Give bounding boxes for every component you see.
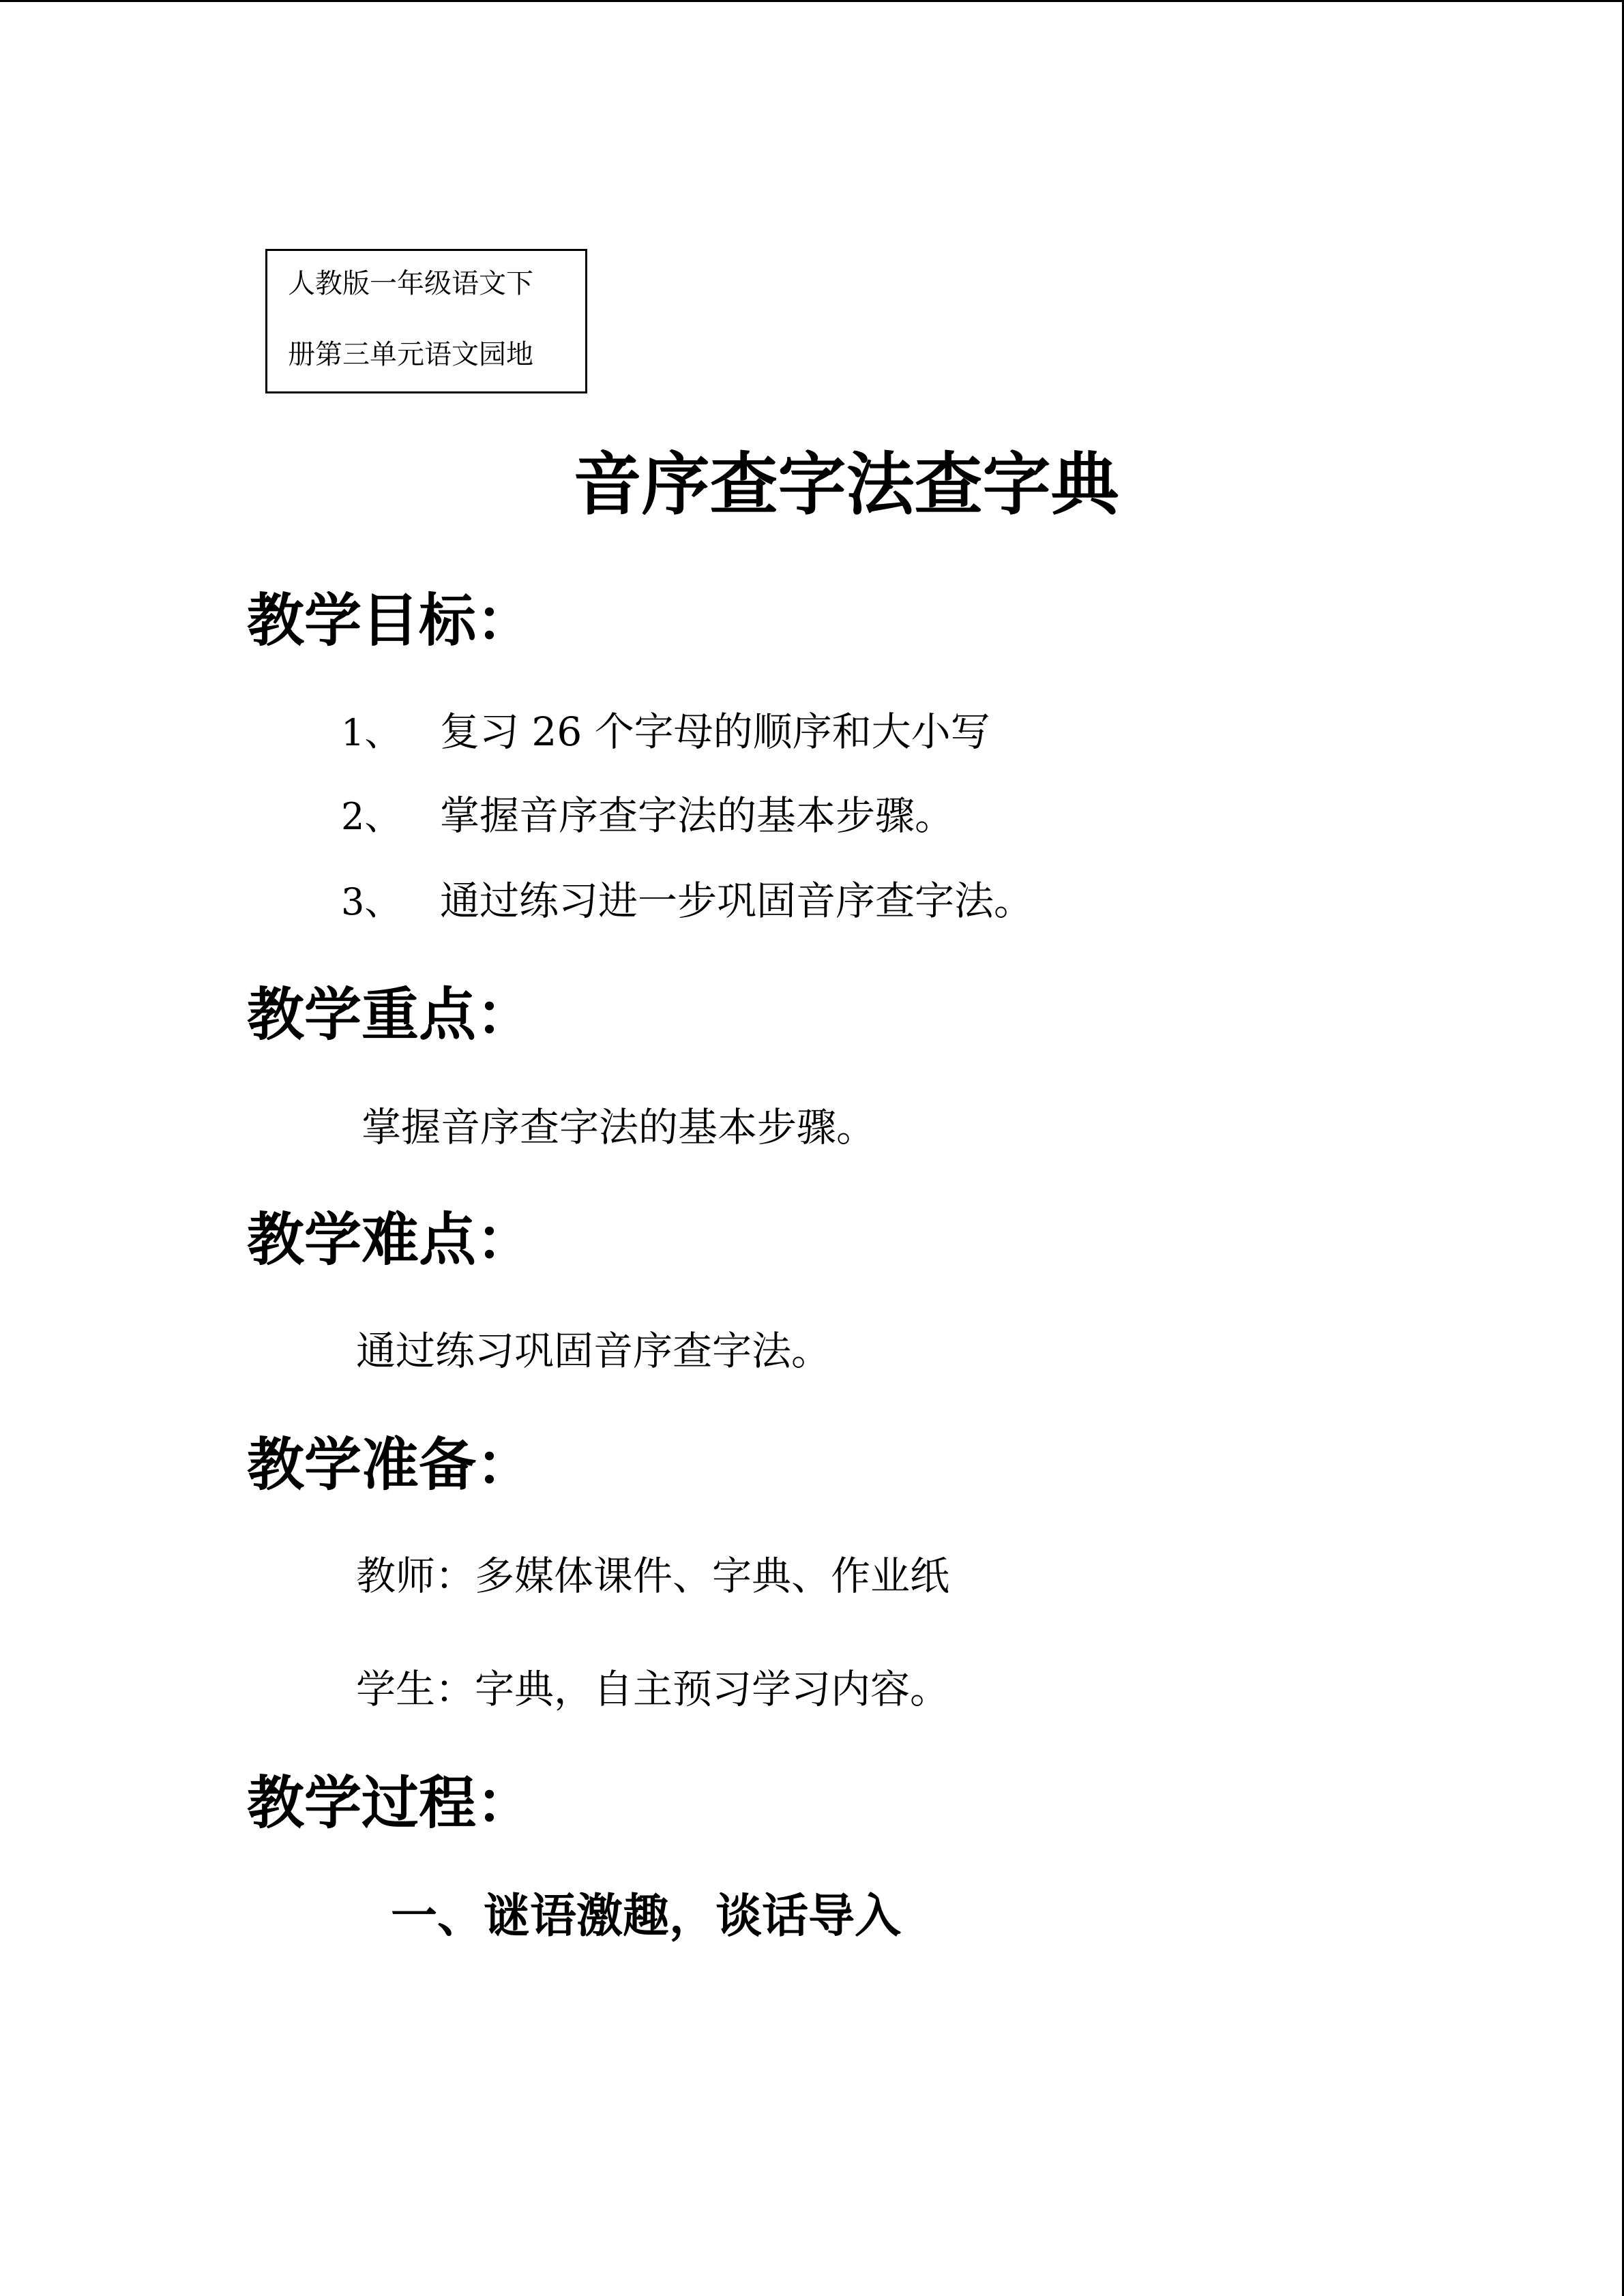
key-points-text: 掌握音序查字法的基本步骤。: [361, 1104, 876, 1150]
objectives-heading: 教学目标：: [247, 586, 534, 654]
label-line-1: 人教版一年级语文下: [288, 268, 533, 299]
difficulties-text: 通过练习巩固音序查字法。: [356, 1328, 831, 1374]
label-line-2: 册第三单元语文园地: [288, 339, 533, 370]
textbook-label-box: [265, 249, 587, 393]
difficulties-heading: 教学难点：: [247, 1206, 534, 1273]
page-border-top: [0, 0, 1624, 2]
preparation-teacher: 教师：多媒体课件、字典、作业纸: [356, 1553, 950, 1599]
preparation-heading: 教学准备：: [247, 1431, 534, 1498]
objective-1-number: 1、: [341, 711, 402, 754]
preparation-student: 学生：字典，自主预习学习内容。: [356, 1666, 950, 1712]
objective-2-number: 2、: [341, 795, 402, 838]
process-step-1-heading: 一、谜语激趣，谈话导入: [391, 1889, 902, 1943]
objective-3-text: 通过练习进一步巩固音序查字法。: [440, 878, 1034, 924]
objective-1-text: 复习 26 个字母的顺序和大小写: [440, 709, 990, 755]
key-points-heading: 教学重点：: [247, 981, 534, 1048]
document-title: 音序查字法查字典: [573, 444, 1119, 524]
objective-3-number: 3、: [341, 880, 402, 923]
objective-2-text: 掌握音序查字法的基本步骤。: [440, 792, 955, 839]
process-heading: 教学过程：: [247, 1769, 534, 1836]
